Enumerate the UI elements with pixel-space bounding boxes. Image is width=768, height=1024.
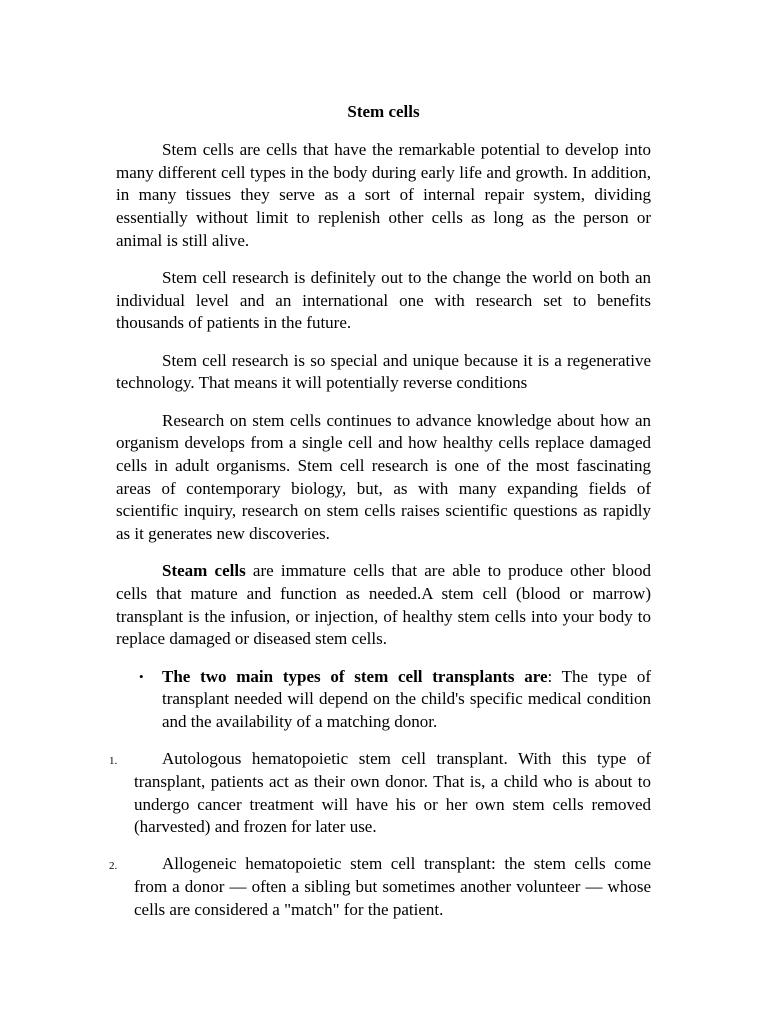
numbered-item-allogeneic bbox=[109, 853, 651, 921]
bullet-marker: • bbox=[139, 668, 144, 684]
bullet-text: : The type of transplant needed will depend on the child's specific medical condition and the availability of a matching donor. bbox=[162, 666, 652, 731]
bullet-list bbox=[116, 666, 651, 734]
paragraph-regenerative: Stem cell research is so special and unique because it is a regenerative technology. That means it will potentially reverse conditions bbox=[116, 350, 651, 393]
bullet-item-transplant-types bbox=[139, 666, 652, 734]
numbered-item-autologous bbox=[109, 748, 651, 839]
document-title: Stem cells bbox=[347, 102, 420, 121]
paragraph-research-impact: Stem cell research is definitely out to the change the world on both an individual level and an international one with research set to benefits thousands of patients in the future. bbox=[116, 268, 651, 333]
numbered-marker-1: 1. bbox=[109, 755, 118, 768]
steam-cells-bold: Steam cells bbox=[162, 561, 246, 581]
paragraph-knowledge: Research on stem cells continues to advance knowledge about how an organism develops from a single cell and how healthy cells replace damaged cells in adult organisms. Stem cell research is one of the most fascinating areas of contemporary biology, but, as with many expanding fields of scientific inquiry, research on stem cells raises scientific questions as rapidly as it generates new discoveries. bbox=[116, 410, 651, 544]
document-page bbox=[109, 100, 652, 936]
paragraph-intro: Stem cells are cells that have the remarkable potential to develop into many different cell types in the body during early life and growth. In addition, in many tissues they serve as a sort of internal repair system, dividing essentially without limit to replenish other cells as long as the person or animal is still alive. bbox=[116, 140, 651, 250]
paragraph-steam-cells bbox=[116, 560, 651, 651]
numbered-marker-2: 2. bbox=[109, 860, 118, 873]
bullet-bold-text: The two main types of stem cell transplants are bbox=[162, 666, 548, 686]
numbered-text-2: Allogeneic hematopoietic stem cell transplant: the stem cells come from a donor — often a sibling but sometimes another volunteer — whose cells are considered a "match" for the patient. bbox=[134, 854, 651, 919]
steam-cells-text: are immature cells that are able to produce other blood cells that mature and function as needed.A stem cell (blood or marrow) transplant is the infusion, or injection, of healthy stem cells into your body to replace damaged or diseased stem cells. bbox=[116, 561, 651, 649]
numbered-text-1: Autologous hematopoietic stem cell transplant. With this type of transplant, patients act as their own donor. That is, a child who is about to undergo cancer treatment will have his or her own stem cells removed (harvested) and frozen for later use. bbox=[134, 749, 651, 837]
numbered-list bbox=[109, 748, 651, 921]
